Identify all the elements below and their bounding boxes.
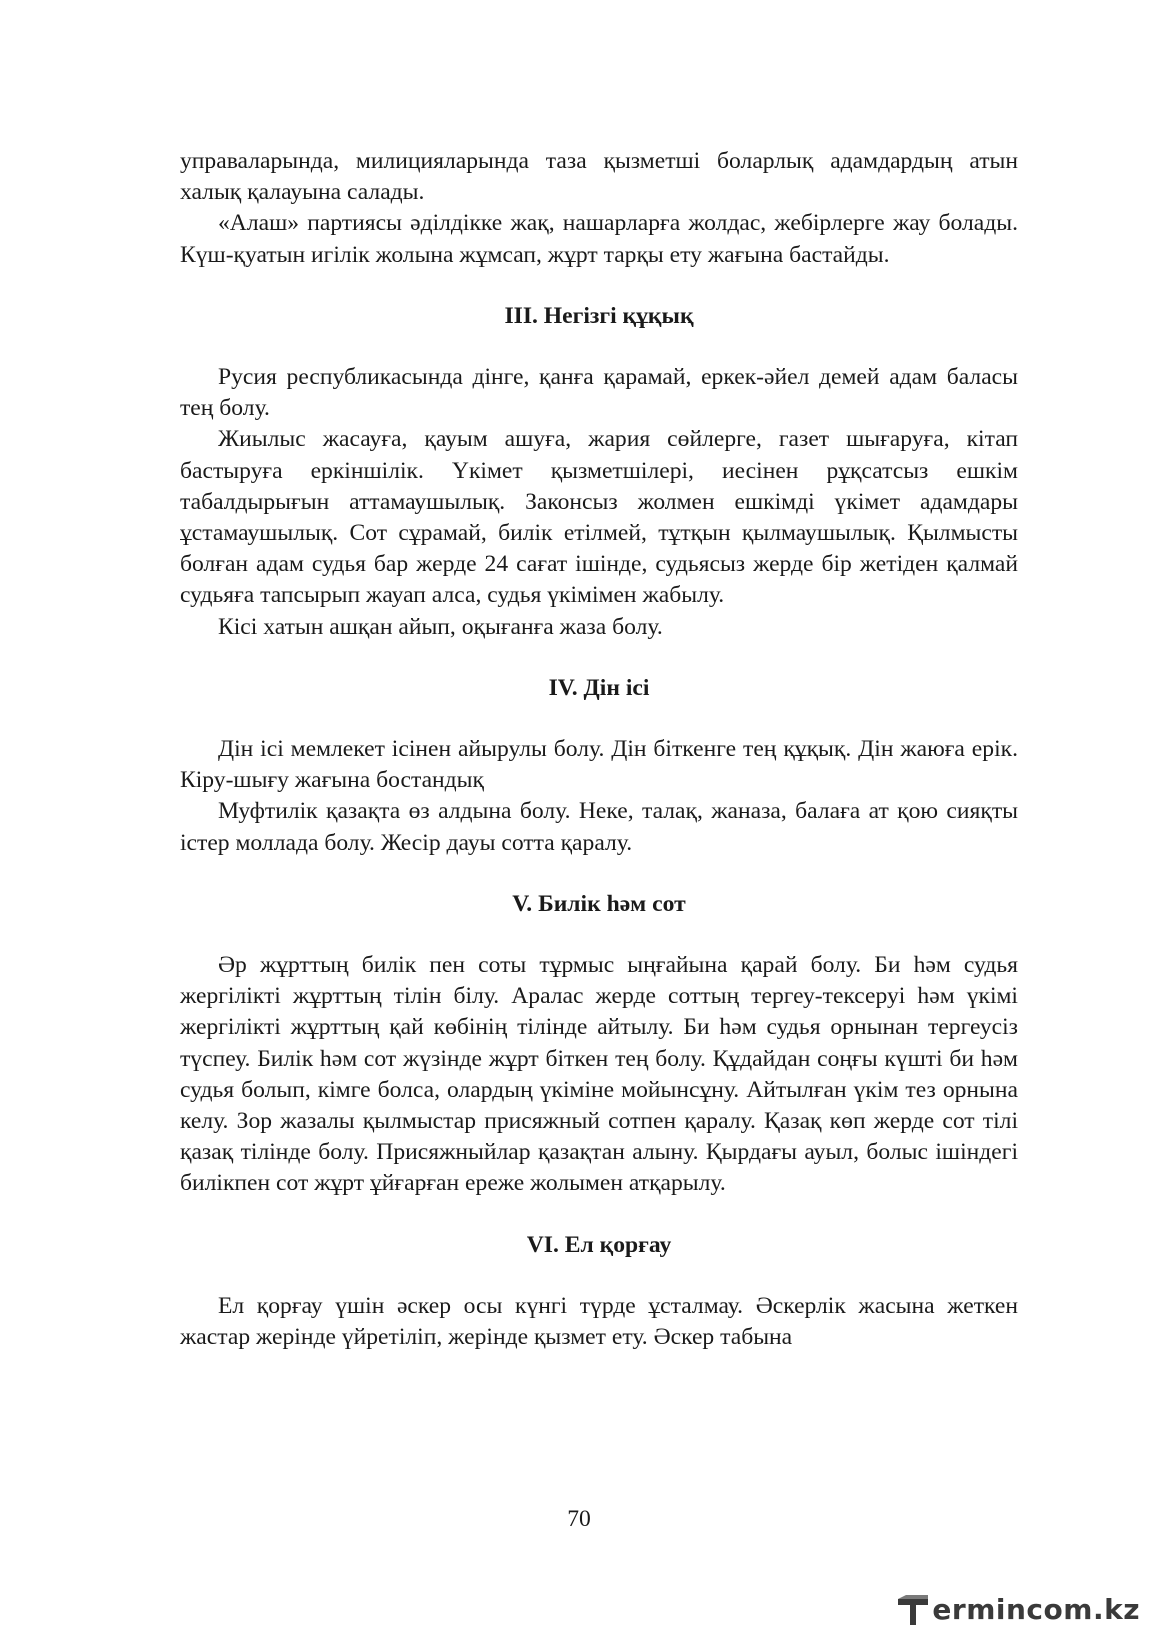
section-paragraph: Кісі хатын ашқан айып, оқығанға жаза болу. xyxy=(218,613,663,640)
section-defense xyxy=(180,1230,1018,1354)
page-number: 70 xyxy=(567,1506,591,1532)
termincom-logo-icon xyxy=(896,1593,930,1627)
section-paragraph: Әр жұрттың билік пен соты тұрмыс ыңғайына қарай болу. Би һәм судья жергілікті жұрттың тілін білу. Аралас жерде соттың тергеу-тексеруі һәм үкімі жергілікті жұрттың қай көбінің тілінде айтылу. Би һәм судья орнынан тергеусіз түспеу. Билік һәм сот жүзінде жұрт біткен тең болу. Құдайдан соңғы күшті би һәм судья болып, кімге болса, олардың үкіміне мойынсұну. Айтылған үкім тез орнына келу. Зор жазалы қылмыстар присяжный сотпен қаралу. Қазақ көп жерде сот тілі қазақ тілінде болу. Присяжныйлар қазақтан алыну. Қырдағы ауыл, болыс ішіндегі билікпен сот жұрт ұйғарған ереже жолымен атқарылу. xyxy=(180,952,1018,1197)
section-justice xyxy=(180,889,1018,1200)
section-paragraph: Ел қорғау үшін әскер осы күнгі түрде ұсталмау. Әскерлік жасына жеткен жастар жерінде үйретіліп, жерінде қызмет ету. Әскер табына xyxy=(180,1292,1018,1351)
section-paragraph: Дін ісі мемлекет ісінен айырулы болу. Дін біткенге тең құқық. Дін жаюға ерік. Кіру-шығу жағына бостандық xyxy=(180,736,1018,794)
intro-paragraph-1: управаларында, милицияларында таза қызметші боларлық адамдардың атын халық қалауына салады. xyxy=(180,148,1018,206)
section-heading: V. Билік һәм сот xyxy=(512,890,686,917)
watermark-text: ermincom.kz xyxy=(932,1593,1140,1626)
section-heading: IV. Дін ісі xyxy=(548,674,650,701)
section-paragraph: Жиылыс жасауға, қауым ашуға, жария сөйлерге, газет шығаруға, кітап бастыруға еркіншілік. Үкімет қызметшілері, иесінен рұқсатсыз ешкім табалдырығын аттамаушылық. Законсыз жолмен ешкімді үкімет адамдары ұстамаушылық. Сот сұрамай, билік етілмей, тұтқын қылмаушылық. Қылмысты болған адам судья бар жерде 24 сағат ішінде, судьясыз жерде бір жетіден қалмай судьяға тапсырып жауап алса, судья үкімімен жабылу. xyxy=(180,426,1018,609)
section-heading: III. Негізгі құқық xyxy=(504,302,694,329)
section-religion xyxy=(180,673,1018,859)
section-paragraph: Муфтилік қазақта өз алдына болу. Неке, талақ, жаназа, балаға ат қою сияқты істер моллада болу. Жесір дауы сотта қаралу. xyxy=(180,798,1018,856)
section-paragraph: Русия республикасында дінге, қанға қарамай, еркек-әйел демей адам баласы тең болу. xyxy=(180,364,1018,422)
intro-paragraph-2: «Алаш» партиясы әділдікке жақ, нашарларға жолдас, жебірлерге жау болады. Күш-қуатын игілік жолына жұмсап, жұрт тарқы ету жағына бастайды. xyxy=(180,210,1018,268)
watermark xyxy=(896,1593,1140,1627)
section-basic-rights xyxy=(180,301,1018,643)
section-heading: VI. Ел қорғау xyxy=(526,1231,672,1258)
document-page xyxy=(180,146,1018,1353)
